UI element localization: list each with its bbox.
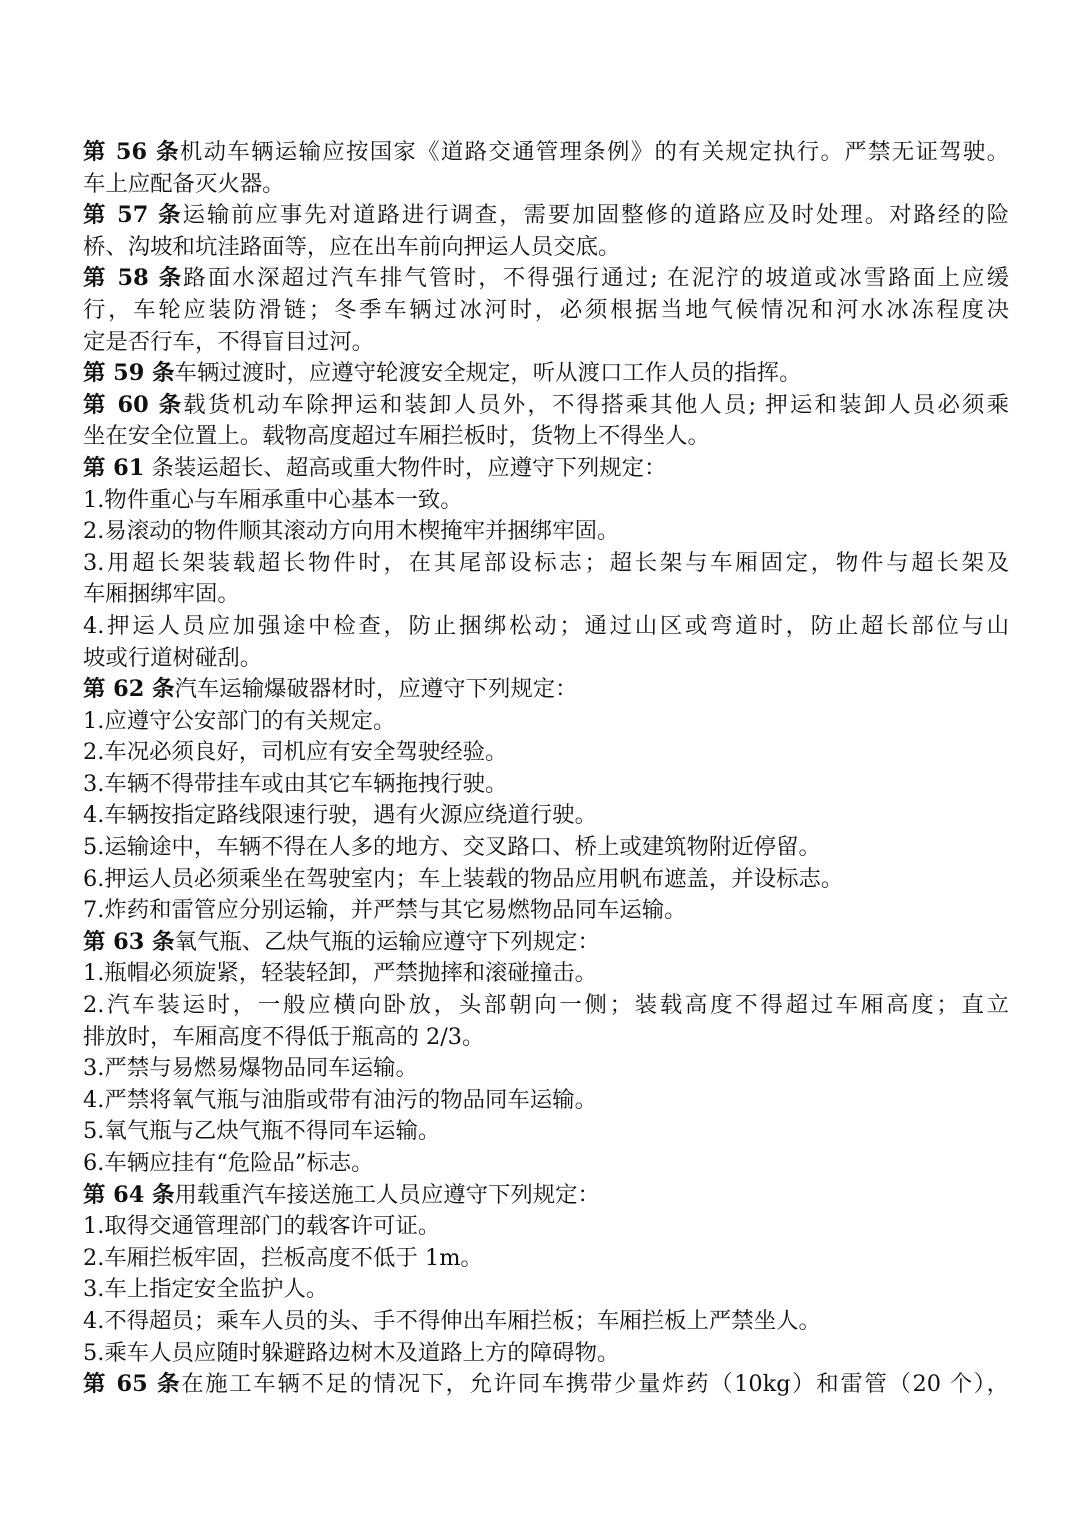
text-line: [83, 1369, 1009, 1401]
line-text: 4.押运人员应加强途中检查，防止捆绑松动；通过山区或弯道时，防止超长部位与山: [83, 612, 1009, 639]
line-text: 1.瓶帽必须旋紧，轻装轻卸，严禁抛摔和滚碰撞击。: [83, 960, 597, 987]
line-text: 1.取得交通管理部门的载客许可证。: [83, 1213, 441, 1240]
line-text: 桥、沟坡和坑洼路面等，应在出车前向押运人员交底。: [83, 233, 621, 260]
line-text: 5.氧气瓶与乙炔气瓶不得同车运输。: [83, 1118, 441, 1145]
line-text: 5.乘车人员应随时躲避路边树木及道路上方的障碍物。: [83, 1339, 620, 1366]
line-text: 2.汽车装运时，一般应横向卧放，头部朝向一侧；装载高度不得超过车厢高度；直立: [83, 992, 1009, 1019]
line-text: 4.严禁将氧气瓶与油脂或带有油污的物品同车运输。: [83, 1086, 597, 1113]
line-text: 1.应遵守公安部门的有关规定。: [83, 707, 396, 734]
line-text: 2.车厢拦板牢固，拦板高度不低于 1m。: [83, 1244, 483, 1271]
text-line: [83, 200, 1009, 232]
line-text: 车辆过渡时，应遵守轮渡安全规定，听从渡口工作人员的指挥。: [174, 360, 802, 387]
line-text: 运输前应事先对道路进行调查，需要加固整修的道路应及时处理。对路经的险: [182, 202, 1009, 229]
document-page: [83, 137, 1009, 1401]
line-text: 4.不得超员；乘车人员的头、手不得伸出车厢拦板；车厢拦板上严禁坐人。: [83, 1307, 821, 1334]
text-line: [83, 1211, 1009, 1243]
text-line: [83, 295, 1009, 327]
text-line: [83, 1274, 1009, 1306]
line-text: 3.用超长架装载超长物件时，在其尾部设标志；超长架与车厢固定，物件与超长架及: [83, 549, 1009, 576]
line-text: 氧气瓶、乙炔气瓶的运输应遵守下列规定：: [174, 928, 600, 955]
article-number: 第 60 条: [83, 391, 184, 418]
line-text: 车上应配备灭火器。: [83, 170, 285, 197]
line-text: 3.车辆不得带挂车或由其它车辆拖拽行驶。: [83, 770, 508, 797]
text-line: [83, 453, 1009, 485]
line-text: 在施工车辆不足的情况下，允许同车携带少量炸药（10kg）和雷管（20 个），: [181, 1371, 1009, 1398]
line-text: 1.物件重心与车厢承重中心基本一致。: [83, 486, 463, 513]
article-number: 第 56 条: [83, 139, 180, 165]
text-line: [83, 485, 1009, 517]
text-line: [83, 832, 1009, 864]
article-number: 第 57 条: [83, 202, 183, 229]
text-line: [83, 958, 1009, 990]
text-line: [83, 390, 1009, 422]
text-line: [83, 800, 1009, 832]
article-number: 第 61: [83, 454, 145, 481]
text-line: [83, 232, 1009, 264]
text-line: [83, 137, 1009, 169]
text-line: [83, 1338, 1009, 1370]
line-text: 坡或行道树碰刮。: [83, 644, 263, 671]
text-line: [83, 706, 1009, 738]
text-line: [83, 611, 1009, 643]
text-line: [83, 1085, 1009, 1117]
text-line: [83, 263, 1009, 295]
line-text: 6.车辆应挂有“危险品”标志。: [83, 1150, 374, 1176]
article-number: 第 58 条: [83, 265, 184, 292]
text-line: [83, 1306, 1009, 1338]
text-line: [83, 990, 1009, 1022]
line-text: 汽车运输爆破器材时，应遵守下列规定：: [174, 676, 578, 703]
article-number: 第 62 条: [83, 676, 175, 703]
text-line: [83, 895, 1009, 927]
article-number: 第 59 条: [83, 360, 175, 387]
text-line: [83, 769, 1009, 801]
article-number: 第 63 条: [83, 928, 175, 955]
line-text: 2.易滚动的物件顺其滚动方向用木楔掩牢并捆绑牢固。: [83, 518, 620, 545]
line-text: 3.严禁与易燃易爆物品同车运输。: [83, 1055, 418, 1082]
line-text: 7.炸药和雷管应分别运输，并严禁与其它易燃物品同车运输。: [83, 897, 687, 924]
text-line: [83, 864, 1009, 896]
text-line: [83, 1053, 1009, 1085]
line-text: 3.车上指定安全监护人。: [83, 1276, 329, 1303]
line-text: 用载重汽车接送施工人员应遵守下列规定：: [174, 1181, 600, 1208]
line-text: 行，车轮应装防滑链；冬季车辆过冰河时，必须根据当地气候情况和河水冰冻程度决: [83, 296, 1009, 323]
text-line: [83, 1243, 1009, 1275]
line-text: 坐在安全位置上。载物高度超过车厢拦板时，货物上不得坐人。: [83, 423, 710, 450]
line-text: 6.押运人员必须乘坐在驾驶室内；车上装载的物品应用帆布遮盖，并设标志。: [83, 865, 844, 892]
line-text: 定是否行车，不得盲目过河。: [83, 328, 375, 355]
line-text: 路面水深超过汽车排气管时，不得强行通过; 在泥泞的坡道或冰雪路面上应缓: [183, 265, 1009, 292]
text-line: [83, 1116, 1009, 1148]
text-line: [83, 643, 1009, 675]
text-line: [83, 358, 1009, 390]
line-text: 机动车辆运输应按国家《道路交通管理条例》的有关规定执行。严禁无证驾驶。: [179, 139, 1009, 165]
text-line: [83, 548, 1009, 580]
text-line: [83, 579, 1009, 611]
line-text: 排放时，车厢高度不得低于瓶高的 2/3。: [83, 1023, 485, 1050]
line-text: 4.车辆按指定路线限速行驶，遇有火源应绕道行驶。: [83, 802, 597, 829]
line-text: 条装运超长、超高或重大物件时，应遵守下列规定：: [144, 454, 667, 481]
article-number: 第 64 条: [83, 1181, 175, 1208]
text-line: [83, 327, 1009, 359]
line-text: 车厢捆绑牢固。: [83, 581, 240, 608]
text-line: [83, 674, 1009, 706]
text-line: [83, 169, 1009, 201]
text-line: [83, 927, 1009, 959]
text-line: [83, 737, 1009, 769]
text-line: [83, 421, 1009, 453]
line-text: 5.运输途中，车辆不得在人多的地方、交叉路口、桥上或建筑物附近停留。: [83, 834, 821, 861]
article-number: 第 65 条: [83, 1371, 182, 1398]
line-text: 载货机动车除押运和装卸人员外，不得搭乘其他人员; 押运和装卸人员必须乘: [183, 391, 1009, 418]
text-line: [83, 1148, 1009, 1180]
text-line: [83, 516, 1009, 548]
text-line: [83, 1180, 1009, 1212]
line-text: 2.车况必须良好，司机应有安全驾驶经验。: [83, 739, 508, 766]
text-line: [83, 1022, 1009, 1054]
